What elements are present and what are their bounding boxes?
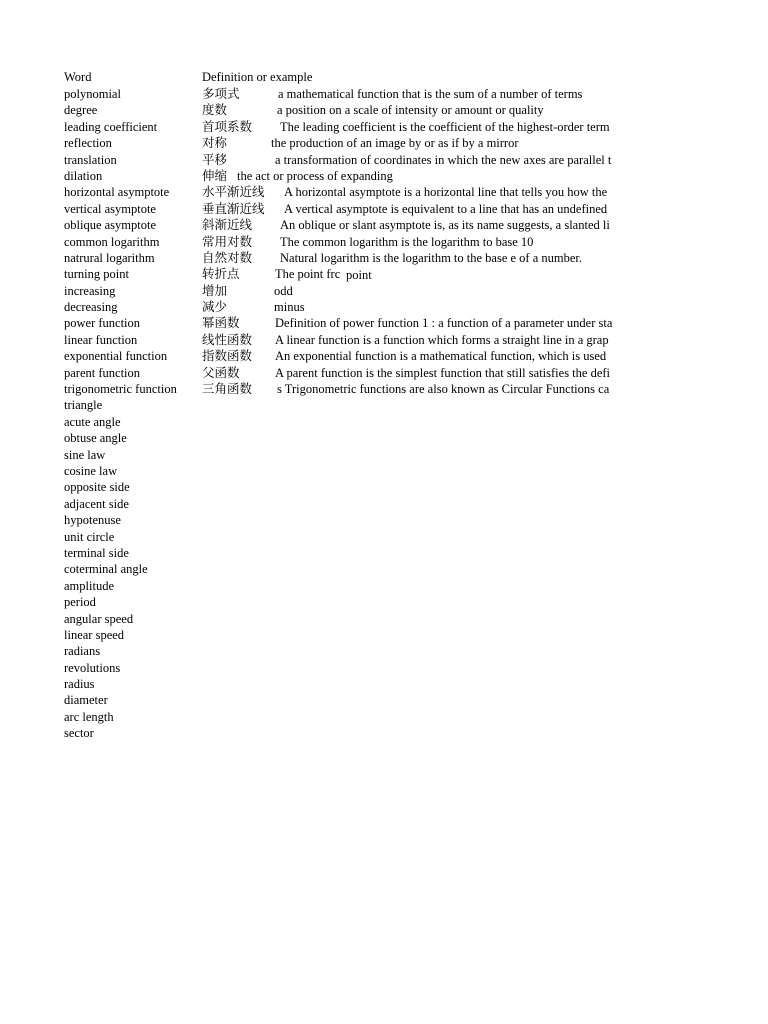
word-cell[interactable]: diameter	[64, 693, 108, 708]
word-cell[interactable]: exponential function	[64, 349, 168, 364]
definition-cell[interactable]	[202, 381, 648, 397]
chinese-term: 自然对数	[202, 249, 253, 265]
chinese-term: 父函数	[202, 364, 240, 380]
word-cell[interactable]: linear function	[64, 332, 138, 347]
definition-cell[interactable]	[202, 184, 648, 200]
chinese-term: 首项系数	[202, 118, 253, 134]
word-cell[interactable]: turning point	[64, 267, 129, 282]
english-definition: Natural logarithm is the logarithm to the base e of a number.	[280, 250, 583, 265]
word-cell[interactable]: degree	[64, 103, 98, 118]
word-cell[interactable]: horizontal asymptote	[64, 185, 170, 200]
word-cell[interactable]: dilation	[64, 168, 103, 183]
word-column	[64, 86, 198, 742]
english-definition: A linear function is a function which forms a straight line in a grap	[275, 332, 609, 347]
chinese-term: 水平渐近线	[202, 184, 265, 200]
chinese-term: 斜渐近线	[202, 217, 253, 233]
word-cell[interactable]: parent function	[64, 365, 141, 380]
chinese-term: 度数	[202, 102, 228, 118]
word-cell[interactable]: vertical asymptote	[64, 201, 156, 216]
word-cell[interactable]: polynomial	[64, 87, 121, 101]
word-cell[interactable]: triangle	[64, 398, 103, 413]
column-header-word: Word	[64, 70, 92, 84]
english-definition: s Trigonometric functions are also known as Circular Functions ca	[277, 382, 610, 397]
english-definition: a position on a scale of intensity or amount or quality	[277, 103, 544, 118]
english-definition: Definition of power function 1 : a function of a parameter under sta	[275, 316, 613, 331]
word-cell[interactable]: trigonometric function	[64, 382, 177, 397]
chinese-term: 垂直渐近线	[202, 200, 265, 216]
english-definition: A parent function is the simplest function that still satisfies the defi	[275, 365, 611, 380]
word-cell[interactable]: acute angle	[64, 414, 121, 429]
definition-cell[interactable]	[202, 365, 648, 381]
definition-cell[interactable]	[202, 266, 648, 282]
definition-cell[interactable]	[202, 299, 648, 315]
english-definition: A vertical asymptote is equivalent to a line that has an undefined	[284, 201, 608, 216]
word-cell[interactable]: unit circle	[64, 529, 115, 544]
definition-cell[interactable]	[202, 86, 648, 102]
definition-cell[interactable]	[202, 135, 648, 151]
word-cell[interactable]: sine law	[64, 447, 106, 462]
definition-cell[interactable]	[202, 283, 648, 299]
definition-cell[interactable]	[202, 234, 648, 250]
english-definition: a transformation of coordinates in which the new axes are parallel t	[275, 152, 612, 167]
word-cell[interactable]: translation	[64, 152, 117, 167]
english-definition: The common logarithm is the logarithm to base 10	[280, 234, 534, 249]
word-cell[interactable]: angular speed	[64, 611, 134, 626]
chinese-term: 伸缩	[202, 167, 228, 183]
definition-cell[interactable]	[202, 217, 648, 233]
word-cell[interactable]: arc length	[64, 709, 114, 724]
chinese-term: 转折点	[202, 266, 240, 282]
definition-cell[interactable]	[202, 168, 648, 184]
word-cell[interactable]: coterminal angle	[64, 562, 148, 577]
english-definition: odd	[274, 283, 293, 298]
word-cell[interactable]: radians	[64, 644, 101, 659]
word-cell[interactable]: revolutions	[64, 660, 121, 675]
column-header-definition: Definition or example	[202, 70, 313, 84]
word-cell[interactable]: leading coefficient	[64, 119, 158, 134]
definition-column	[202, 86, 648, 397]
word-cell[interactable]: decreasing	[64, 300, 118, 315]
word-cell[interactable]: amplitude	[64, 578, 114, 593]
definition-cell[interactable]	[202, 332, 648, 348]
chinese-term: 线性函数	[202, 331, 253, 347]
english-definition: a mathematical function that is the sum of a number of terms	[278, 87, 583, 101]
definition-cell[interactable]	[202, 348, 648, 364]
word-cell[interactable]: cosine law	[64, 463, 118, 478]
chinese-term: 三角函数	[202, 381, 253, 397]
definition-cell[interactable]	[202, 315, 648, 331]
chinese-term: 常用对数	[202, 233, 253, 249]
word-cell[interactable]: reflection	[64, 136, 112, 151]
chinese-term: 对称	[202, 135, 228, 151]
definition-cell[interactable]	[202, 119, 648, 135]
chinese-term: 平移	[202, 151, 228, 167]
word-cell[interactable]: adjacent side	[64, 496, 129, 511]
word-cell[interactable]: terminal side	[64, 545, 129, 560]
english-definition: the act or process of expanding	[237, 168, 393, 183]
definition-cell[interactable]	[202, 201, 648, 217]
word-cell[interactable]: obtuse angle	[64, 431, 127, 446]
definition-cell[interactable]	[202, 250, 648, 266]
chinese-term: 增加	[202, 282, 228, 298]
english-definition: The leading coefficient is the coefficient of the highest-order term	[280, 119, 610, 134]
word-cell[interactable]: natrural logarithm	[64, 250, 155, 265]
english-definition: the production of an image by or as if by a mirror	[271, 136, 519, 151]
word-cell[interactable]: sector	[64, 726, 94, 741]
chinese-term: 减少	[202, 299, 228, 315]
overlapping-cell-text: point	[346, 268, 372, 282]
word-cell[interactable]: oblique asymptote	[64, 218, 156, 233]
word-cell[interactable]: hypotenuse	[64, 513, 121, 528]
chinese-term: 指数函数	[202, 348, 253, 364]
english-definition: An oblique or slant asymptote is, as its name suggests, a slanted li	[280, 218, 610, 233]
english-definition: The point frc	[275, 267, 341, 282]
english-definition: A horizontal asymptote is a horizontal line that tells you how the	[284, 185, 608, 200]
word-cell[interactable]: opposite side	[64, 480, 130, 495]
definition-cell[interactable]	[202, 152, 648, 168]
definition-cell[interactable]	[202, 102, 648, 118]
word-cell[interactable]: radius	[64, 677, 95, 692]
chinese-term: 多项式	[202, 86, 240, 101]
english-definition: minus	[274, 300, 305, 315]
word-cell[interactable]: common logarithm	[64, 234, 160, 249]
word-cell[interactable]: power function	[64, 316, 141, 331]
chinese-term: 幂函数	[202, 315, 240, 331]
word-cell[interactable]: period	[64, 595, 96, 610]
word-cell[interactable]: linear speed	[64, 627, 125, 642]
english-definition: An exponential function is a mathematical function, which is used	[275, 349, 607, 364]
word-cell[interactable]: increasing	[64, 283, 116, 298]
